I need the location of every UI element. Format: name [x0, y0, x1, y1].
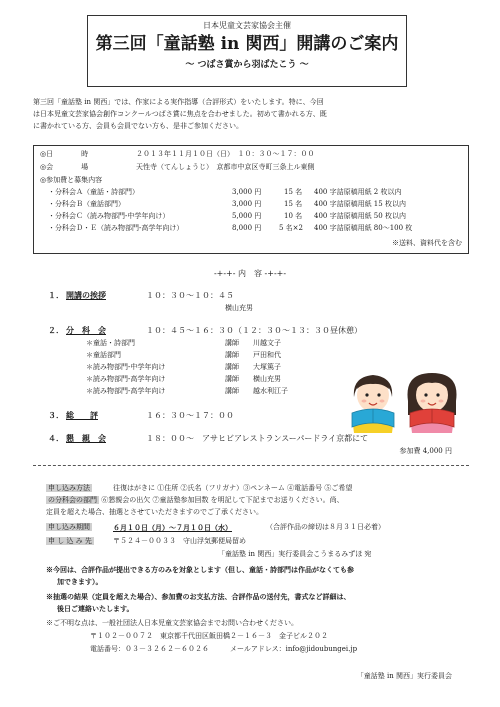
session-lecturer: 越水利江子 [253, 387, 288, 395]
session-role: 講師 [225, 339, 239, 347]
group-cap: 5 名×2 [279, 224, 303, 232]
date-label: ◎日 時 [40, 150, 89, 158]
fee-label: ◎参加費と募集内容 [40, 176, 103, 184]
session-role: 講師 [225, 363, 239, 371]
apply-to-label: 申 し 込 み 先 [48, 537, 92, 545]
group-req: 400 字詰原稿用紙 50 枚以内 [314, 212, 406, 220]
notice-2-cont: 後日ご連絡いたします。 [57, 604, 134, 613]
session-dept: ＊読み物部門-高学年向け [86, 387, 166, 395]
page-title: 第三回「童話塾 in 関西」開講のご案内 [95, 34, 399, 54]
session-dept: ＊童話・詩部門 [86, 339, 135, 347]
group-fee: 5,000 円 [232, 212, 262, 220]
section-time: １０：４５～１６：３０（１２：３０～１３：３０昼休憩） [146, 326, 362, 335]
section-title: 懇 親 会 [66, 433, 106, 443]
apply-method-line-2: の分科会の部門 ⑥懇親会の出欠 ⑦童話塾参加回数 を明記して下記までお送りください。尚、 [48, 496, 344, 504]
apply-to-recipient: 「童話塾 in 関西」実行委員会こうまるみずほ 宛 [218, 550, 372, 558]
section-number: ２． [48, 325, 64, 335]
section-number: ４． [48, 433, 64, 443]
session-role: 講師 [225, 387, 239, 395]
subtitle: ～ つばさ賞から羽ばたこう ～ [185, 60, 309, 70]
apply-period-note: （合評作品の締切は８月３１日必着） [266, 523, 385, 531]
dashed-divider [33, 465, 469, 466]
session-lecturer: 戸田和代 [253, 351, 281, 359]
group-fee: 3,000 円 [232, 188, 262, 196]
notice-3: ※ご不明な点は、一般社団法人日本児童文芸家協会までお問い合わせください。 [46, 619, 298, 627]
apply-to-address: 〒５２４－００３３ 守山浮気郵便局留め [113, 537, 246, 545]
footer-committee: 「童話塾 in 関西」実行委員会 [356, 672, 452, 680]
group-fee: 8,000 円 [232, 224, 262, 232]
group-req: 400 字詰原稿用紙 2 枚以内 [314, 188, 402, 196]
session-role: 講師 [225, 351, 239, 359]
session-dept: ＊読み物部門-高学年向け [86, 375, 166, 383]
girl-figure [408, 373, 457, 433]
organizer-line: 日本児童文芸家協会主催 [203, 21, 291, 30]
date-value: ２０１３年１１月１０日（日） １０：３０～１７：００ [136, 150, 315, 158]
party-fee: 参加費 4,000 円 [399, 447, 452, 455]
intro-line-1: 第三回「童話塾 in 関西」では、作家による実作指導（合評形式）をいたします。特に、今回 [33, 98, 324, 106]
apply-period-value: ６月１０日（月）～７月１０日（水） [113, 523, 232, 532]
fee-note: ※送料、資料代を含む [392, 239, 462, 247]
session-role: 講師 [225, 375, 239, 383]
boy-figure [352, 375, 394, 433]
children-reading-illustration [346, 355, 464, 435]
section-number: ３． [48, 410, 64, 420]
group-name: ・分科会Ｂ（童話部門） [48, 200, 125, 208]
group-req: 400 字詰原稿用紙 15 枚以内 [314, 200, 406, 208]
group-fee: 3,000 円 [232, 200, 262, 208]
group-req: 400 字詰原稿用紙 80～100 枚 [314, 224, 413, 232]
intro-line-2: は日本児童文芸家協会創作コンクールつばさ賞に焦点を合わせました。初めて書かれる方、既 [33, 110, 327, 118]
group-name: ・分科会Ａ（童話・詩部門） [48, 188, 139, 196]
session-dept: ＊読み物部門-中学年向け [86, 363, 166, 371]
apply-method-line-1: 往復はがきに ①住所 ②氏名（フリガナ）③ペンネーム ④電話番号 ⑤ご希望 [113, 484, 353, 492]
notice-1-cont: 加できます）。 [57, 577, 103, 586]
venue-label: ◎会 場 [40, 163, 89, 171]
section-title: 開講の挨拶 [66, 290, 106, 300]
notice-2: ※抽選の結果（定員を超えた場合）、参加費のお支払方法、合評作品の送付先，書式など詳細は、 [46, 592, 351, 601]
apply-period-label: 申し込み期間 [48, 523, 90, 531]
content-heading: -+-+- 内 容 -+-+- [213, 269, 287, 278]
section-time: １０：３０～１０：４５ [146, 291, 234, 300]
notice-1: ※今回は、合評作品が提出できる方のみを対象とします（但し、童話・詩部門は作品がなくても参 [46, 565, 354, 574]
header-box [87, 15, 407, 87]
session-dept: ＊童話部門 [86, 351, 121, 359]
session-lecturer: 横山充男 [253, 375, 281, 383]
section-time: １８：００～ アサヒビアレストランスーパードライ京都にて [146, 434, 369, 443]
section-number: １． [48, 290, 64, 300]
group-cap: 15 名 [284, 188, 303, 196]
speaker-name: 横山充男 [225, 304, 253, 312]
contact-address: 〒１０２－００７２ 東京都千代田区飯田橋２－１６－３ 金子ビル２０２ [90, 632, 328, 640]
section-title: 総 評 [66, 410, 98, 420]
venue-value: 天性寺（てんしょうじ） 京都市中京区寺町三条上ル東側 [136, 163, 315, 171]
group-name: ・分科会Ｄ・Ｅ（読み物部門-高学年向け） [48, 224, 184, 232]
group-cap: 15 名 [284, 200, 303, 208]
apply-method-line-3: 定員を超えた場合、抽選とさせていただきますのでご了承ください。 [46, 508, 263, 516]
info-box [33, 145, 469, 254]
section-time: １６：３０～１７：００ [146, 411, 234, 420]
intro-line-3: に書かれている方、会員も会員でない方も、是非ご参加ください。 [33, 122, 243, 130]
group-cap: 10 名 [284, 212, 303, 220]
apply-method-label: 申し込み方法 [48, 484, 90, 492]
contact-phone-email: 電話番号：０３－３２６２－６０２６ メールアドレス：info@jidoubungei.jp [90, 645, 358, 653]
session-lecturer: 川越文子 [253, 339, 281, 347]
group-name: ・分科会Ｃ（読み物部門-中学年向け） [48, 212, 170, 220]
session-lecturer: 大塚篤子 [253, 363, 281, 371]
section-title: 分 科 会 [66, 325, 106, 335]
